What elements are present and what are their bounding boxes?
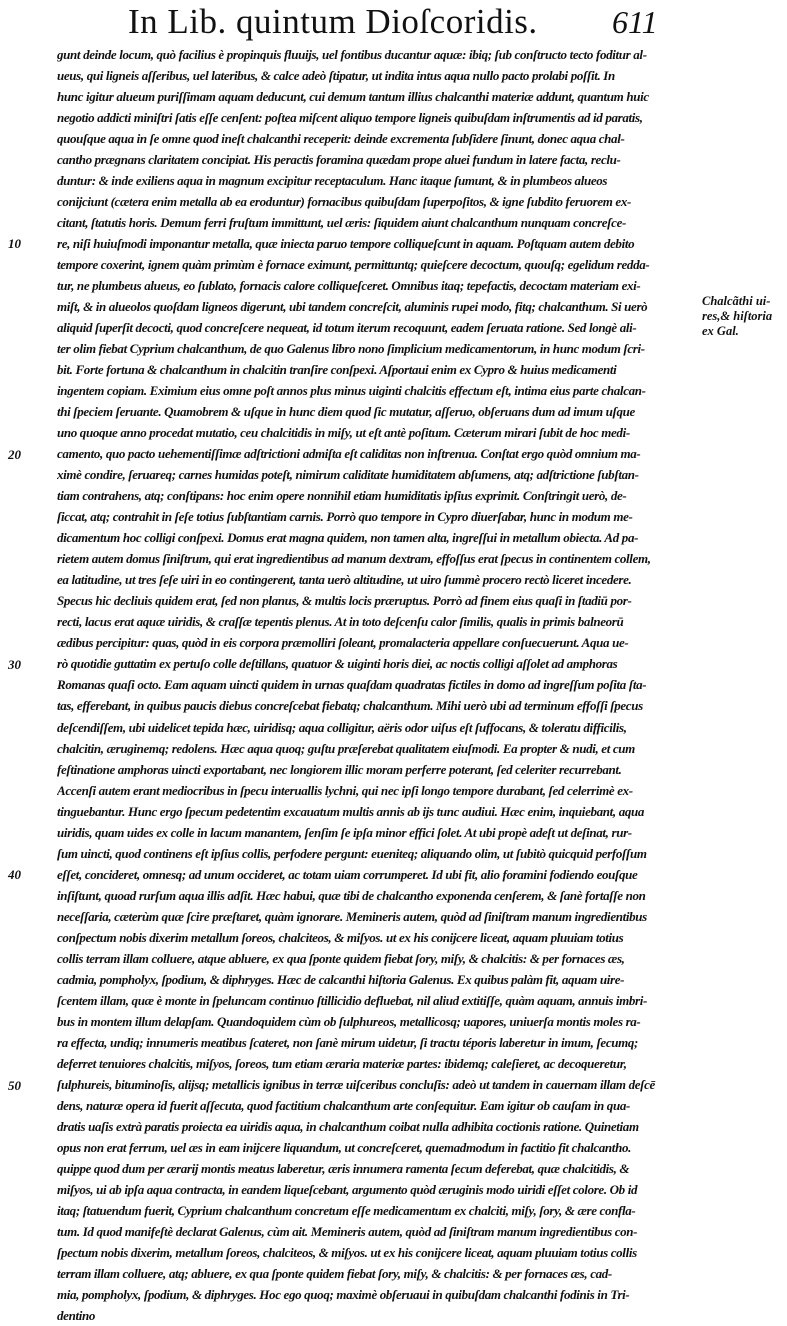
text-line: collis terram illam colluere, atque abluere, ex qua ſponte quidem fiebat ſory, miſy, & chalcitis: & per fornaces æs, [57, 950, 625, 966]
text-line: tas, efferebant, in quibus paucis diebus concreſcebat fiebatq; chalcanthum. Mihi uerò ubi ad terminum effoſſi ſpecus [57, 698, 643, 714]
text-line: citant, ſtatutis horis. Demum ferri fruſtum immittunt, uel æris: ſiquidem aiunt chalcanthum nunquam concreſce- [57, 215, 626, 231]
text-line: deſcendiſſem, ubi uidelicet tepida hæc, uiridisq; aqua colligitur, aëris odor uiſus eſt ſuffocans, & toleratu difficilis, [57, 719, 627, 735]
text-line: aliquid ſuperſit decocti, quod concreſcere nequeat, id totum iterum recoquunt, eadem ſeruata ratione. Sed longè ali- [57, 320, 637, 336]
text-line: eſſet, concideret, omnesq; ad unum occideret, ac totam uiam corrumperet. Id ubi fit, alio foramini fodiendo eouſque [57, 866, 638, 882]
text-line: tiam contrahens, atq; conſtipans: hoc enim opere nonnihil etiam humiditatis ipſius exprimit. Conſtringit uerò, de- [57, 488, 627, 504]
text-line: camento, quo pacto uehementiſſimæ adſtrictioni admiſta eſt caliditas non inſtrenua. Conſtat ergo quòd omnium ma- [57, 446, 641, 462]
text-line: itaq; ſtatuendum fuerit, Cyprium chalcanthum concretum eſſe medicamentum ex chalciti, miſy, ſory, & ære confla- [57, 1202, 636, 1218]
text-line: neceſſaria, cæterùm quæ ſcire præſtaret, quàm ignorare. Memineris autem, quòd ad ſiniſtram manum ingredientibus [57, 908, 647, 924]
text-line: ſiccat, atq; contrahit in ſeſe totius ſubſtantiam carnis. Porrò quo tempore in Cypro diuerſabar, hunc in modum me- [57, 509, 633, 525]
text-line: dens, naturæ opera id fuerit aſſecuta, quod factitium chalcanthum arte conſequitur. Eam igitur ob cauſam in qua- [57, 1097, 630, 1113]
text-line: quippe quod dum per ærarij montis meatus laberetur, æris innumera ramenta ſecum deferebat, quæ chalcitidis, & [57, 1160, 630, 1176]
text-line: miſt, & in alueolos quoſdam ligneos digerunt, ubi tandem concreſcit, aluminis rupei modo, fitq; chalcanthum. Si uerò [57, 299, 648, 315]
marginal-note-line: ex Gal. [702, 324, 739, 338]
text-line: uno quoque anno procedat mutatio, ceu chalcitidis in miſy, ut eſt antè poſitum. Cæterum mirari ſubit de hoc medi- [57, 425, 630, 441]
text-line: tinguebantur. Hunc ergo ſpecum pedetentim excauatum multis annis ab ijs tunc audiui. Hæc enim, inquiebant, aqua [57, 803, 645, 819]
line-number-20: 20 [8, 446, 21, 462]
text-line: feſtinatione amphoras uincti exportabant, nec longiorem illic moram perferre poterant, ſed celeriter recurrebant. [57, 761, 622, 777]
text-line: duntur: & inde exiliens aqua in magnum excipitur receptaculum. Hanc itaque ſumunt, & in plumbeos alueos [57, 173, 608, 189]
text-line: miſyos, ui ab ipſa aqua contracta, in eandem liqueſcebant, argumento quòd æruginis modo uiridi eſſet colore. Ob id [57, 1181, 638, 1197]
line-number-40: 40 [8, 867, 21, 883]
text-line: chalcitin, æruginemq; redolens. Hæc aqua quoq; guſtu præſerebat qualitatem eiuſmodi. Ea propter & nudi, et cum [57, 740, 635, 756]
text-line: Accenſi autem erant mediocribus in ſpecu interuallis lychni, qui nec ipſi longo tempore durabant, ſed celerrimè ex- [57, 782, 633, 798]
text-line: bus in montem illum delapſam. Quandoquidem cùm ob ſulphureos, metallicosq; uapores, uniuerſa montis moles ra- [57, 1013, 641, 1029]
text-line: tempore coxerint, ignem quàm primùm è fornace eximunt, permittuntq; quieſcere decoctum, quouſq; egelidum redda- [57, 257, 650, 273]
text-line: ter olim fiebat Cyprium chalcanthum, de quo Galenus libro nono ſimplicium medicamentorum, in hunc modum ſcri- [57, 341, 645, 357]
marginal-note-line: res,& hiſtoria [702, 309, 773, 323]
text-line: tur, ne plumbeus alueus, eo ſublato, fornacis calore colliqueſceret. Omnibus itaq; tepefactis, decoctam materiam exi- [57, 278, 641, 294]
text-line: ſulphureis, bituminoſis, alijsq; metallicis ignibus in terræ uiſceribus concluſis: adeò ut tandem in cauernam illam deſcē [57, 1076, 655, 1092]
text-line: cadmia, pompholyx, ſpodium, & diphryges. Hæc de calcanthi hiſtoria Galenus. Ex quibus palàm fit, aquam uire- [57, 971, 625, 987]
text-line: quouſque aqua in ſe omne quod ineſt chalcanthi receperit: deinde excrementa ſubſidere ſinunt, donec aqua chal- [57, 131, 625, 147]
text-line: dratis uaſis extrà paratis proiecta ea uiridis aqua, in chalcanthum coibat nulla adhibita coctionis ratione. Quinetiam [57, 1118, 639, 1134]
text-line: bit. Forte fortuna & chalcanthum in chalcitin tranſire conſpexi. Aſportaui enim ex Cypro & huius medicamenti [57, 362, 617, 378]
text-line: ingentem copiam. Eximium eius omne poſt annos plus minus uiginti chalcitis effectum eſt, intima eius parte chalcan- [57, 383, 646, 399]
line-number-50: 50 [8, 1077, 21, 1093]
line-number-10: 10 [8, 236, 21, 252]
page-header [0, 2, 787, 42]
main-text-block [57, 44, 694, 1326]
text-line: uiridis, quam uides ex colle in lacum manantem, ſenſim ſe ipſa minor effici ſolet. At ubi propè adeſt ut deſinat, rur- [57, 824, 632, 840]
line-number-30: 30 [8, 656, 21, 672]
page-number: 611 [612, 4, 658, 40]
text-line: dentino [57, 1307, 96, 1323]
text-line: ueus, qui ligneis aſſeribus, uel lateribus, & calce adeò ſtipatur, ut indita intus aqua nullo pacto prolabi poſſit. In [57, 68, 615, 84]
text-line: hunc igitur alueum puriſſimam aquam deducunt, cui demum tantum illius chalcanthi materiæ addunt, quantum huic [57, 89, 649, 105]
text-line: terram illam colluere, atq; abluere, ex qua ſponte quidem fiebat ſory, miſy, & chalcitis: & per fornaces æs, cad- [57, 1265, 612, 1281]
text-line: re, niſi huiuſmodi imponantur metalla, quæ iniecta paruo tempore colliqueſcunt in aquam. Poſtquam autem debito [57, 236, 635, 252]
text-line: ximè condire, ſeruareq; carnes humidas poteſt, nimirum caliditate humiditatem abſumens, atq; adſtrictione ſubſtan- [57, 467, 639, 483]
text-line: thi ſpeciem ſeruante. Quamobrem & uſque in hunc diem quod ſic mutatur, aſſeruo, obſeruans dum ad imum uſque [57, 404, 635, 420]
text-line: ſum uincti, quod continens eſt ipſius collis, perfodere pergunt: eueniteq; aliquando olim, ut ſubitò quicquid perfoſſum [57, 845, 647, 861]
text-line: mia, pompholyx, ſpodium, & diphryges. Hoc ego quoq; maximè obſeruaui in quibuſdam chalcanthi fodinis in Tri- [57, 1286, 630, 1302]
text-line: opus non erat ferrum, uel æs in eam inijcere liquandum, ut concreſceret, quemadmodum in factitio fit chalcantho. [57, 1139, 632, 1155]
text-line: Specus hic decliuis quidem erat, ſed non planus, & multis locis præruptus. Porrò ad finem eius quaſi in ſtadiū por- [57, 593, 632, 609]
running-title: In Lib. quintum Dioſcoridis. [128, 2, 538, 41]
text-line: deferret tenuiores chalcitis, miſyos, ſoreos, tum etiam æraria materiæ partes: ibidemq; caleſieret, ac decoqueretur, [57, 1055, 627, 1071]
marginal-note-line: Chalcãthi ui- [702, 294, 771, 308]
text-line: ædibus percipitur: quas, quòd in eis corpora præmolliri ſoleant, promalacteria appellare conſuecuerunt. Aqua ue- [57, 635, 629, 651]
text-line: inſiſtunt, quoad rurſum aqua illis adſit. Hæc habui, quæ tibi de chalcantho exponenda cenſerem, & ſanè fortaſſe non [57, 887, 646, 903]
text-line: rietem autem domus ſiniſtrum, qui erat ingredientibus ad manum dextram, effoſſus erat ſpecus in continentem collem, [57, 551, 651, 567]
text-line: recti, lacus erat aquæ uiridis, & craſſæ tepentis plenus. At in toto deſcenſu calor ſimilis, qualis in primis balneorū [57, 614, 624, 630]
text-line: conſpectum nobis dixerim metallum ſoreos, chalciteos, & miſyos. ut ex his conijcere liceat, aquam pluuiam totius [57, 929, 624, 945]
text-line: ſpectum nobis dixerim, metallum ſoreos, chalciteos, & miſyos. ut ex his conijcere liceat, aquam pluuiam totius collis [57, 1244, 637, 1260]
text-line: ea latitudine, ut tres ſeſe uiri in eo contingerent, tanta uerò altitudine, ut uiro ſummè procero rectò liceret incedere. [57, 572, 632, 588]
text-line: dicamentum hoc colligi conſpexi. Domus erat magna quidem, non tamen alta, ingreſſui in metallum obiecta. Ad pa- [57, 530, 639, 546]
text-line: ſcentem illam, quæ è monte in ſpeluncam continuo ſtillicidio defluebat, nil aliud extitiſſe, quàm aquam, annuis imbri- [57, 992, 647, 1008]
text-line: ra effecta, undiq; innumeris meatibus ſcateret, non ſanè mirum uidetur, ſi tractu téporis laberetur in imum, ſecumq; [57, 1034, 639, 1050]
text-line: cantho prægnans claritatem concipiat. His peractis foramina quædam prope aluei fundum in latere facta, reclu- [57, 152, 621, 168]
text-line: Romanas quaſi octo. Eam aquam uincti quidem in urnas quaſdam quadratas fictiles in domo ad ingreſſum poſita ſta- [57, 677, 647, 693]
text-line: gunt deinde locum, quò facilius è propinquis fluuijs, uel fontibus ducantur aquæ: ibiq; ſub conſtructo tecto foditur al- [57, 47, 647, 62]
text-line: rò quotidie guttatim ex pertuſo colle deſtillans, quatuor & uiginti horis diei, ac noctis colligi aſſolet ad amphoras [57, 656, 618, 672]
marginal-note [702, 294, 784, 339]
text-line: conijciunt (cætera enim metalla ab ea eroduntur) fornacibus quibuſdam ſuperpoſitos, & igne ſubdito feruorem ex- [57, 194, 631, 210]
text-line: negotio addicti miniſtri ſatis eſſe cenſent: poſtea miſcent aliquo tempore ligneis quibuſdam inſtrumentis ad id paratis, [57, 110, 643, 126]
text-line: tum. Id quod manifeſtè declarat Galenus, cùm ait. Memineris autem, quòd ad ſiniſtram manum ingredientibus con- [57, 1223, 638, 1239]
